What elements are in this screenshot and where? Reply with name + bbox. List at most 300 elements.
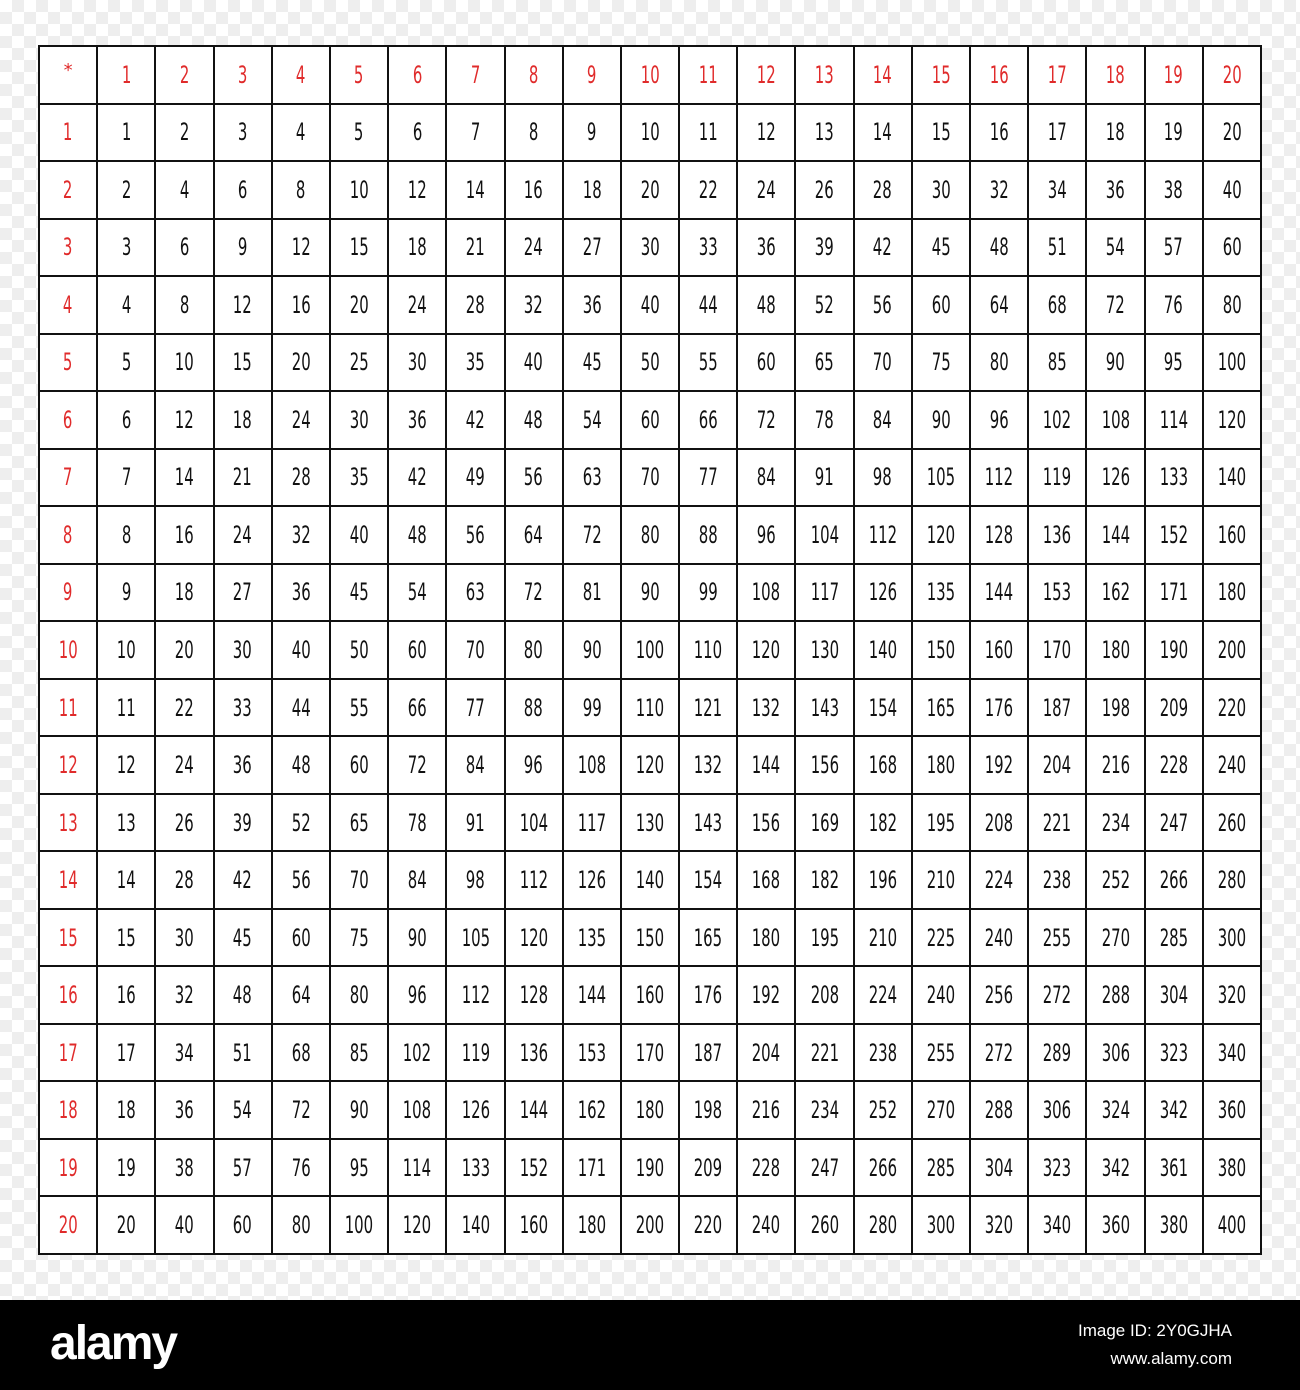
table-cell-text: 120 [752,635,781,664]
table-cell [1087,277,1145,335]
table-cell-text: 306 [1043,1096,1072,1125]
table-cell-text: 119 [1043,463,1072,492]
table-cell [622,565,680,623]
table-cell [156,105,214,163]
table-cell [971,967,1029,1025]
table-cell [389,392,447,450]
table-cell-text: 100 [1217,348,1247,377]
table-cell [564,1082,622,1140]
table-cell [506,737,564,795]
table-cell-text: 289 [1043,1038,1072,1067]
table-cell-text: 247 [810,1153,839,1182]
table-cell-text: 195 [810,923,839,952]
table-cell-text: 34 [1047,175,1067,204]
table-cell-text: 380 [1159,1211,1188,1240]
table-cell [680,1140,738,1198]
table-cell [564,1197,622,1255]
table-cell [738,622,796,680]
table-cell [564,507,622,565]
table-cell [1087,392,1145,450]
column-header-text: 4 [296,60,306,89]
table-cell [971,622,1029,680]
table-cell-text: 21 [233,463,253,492]
table-cell [98,450,156,508]
table-cell [1029,1025,1087,1083]
table-cell [913,220,971,278]
table-cell-text: 156 [752,808,781,837]
table-cell [389,1140,447,1198]
table-cell [680,852,738,910]
table-cell-text: 84 [873,405,893,434]
table-cell [971,507,1029,565]
table-cell-text: 75 [349,923,369,952]
table-cell [389,967,447,1025]
table-cell-text: 170 [635,1038,665,1067]
table-cell-text: 60 [407,635,427,664]
table-cell-text: 182 [810,866,839,895]
table-cell-text: 120 [519,923,548,952]
table-cell [1029,680,1087,738]
table-cell-text: 38 [174,1153,194,1182]
table-cell [389,1025,447,1083]
table-cell [215,220,273,278]
row-header [40,1025,98,1083]
table-cell-text: 95 [349,1153,369,1182]
table-cell-text: 56 [465,520,485,549]
table-cell-text: 16 [989,118,1009,147]
table-cell-text: 28 [291,463,311,492]
brand-logo[interactable]: alamy [50,1317,177,1370]
table-cell [156,1025,214,1083]
table-cell-text: 190 [635,1153,665,1182]
table-cell-text: 39 [233,808,253,837]
table-cell-text: 196 [868,866,897,895]
table-cell-text: 40 [349,520,369,549]
table-cell [447,220,505,278]
table-cell [98,1082,156,1140]
table-cell [215,910,273,968]
table-cell [1146,220,1204,278]
table-cell [506,795,564,853]
table-cell-text: 80 [291,1211,311,1240]
table-cell-text: 12 [756,118,776,147]
table-cell-text: 234 [810,1096,839,1125]
table-cell [156,507,214,565]
table-cell [331,737,389,795]
table-cell [98,507,156,565]
table-cell-text: 130 [810,635,839,664]
table-cell-text: 16 [116,981,136,1010]
table-cell [1204,450,1262,508]
table-cell [971,277,1029,335]
table-cell-text: 55 [349,693,369,722]
table-cell [564,737,622,795]
table-cell [1146,852,1204,910]
table-cell [98,105,156,163]
table-cell-text: 60 [349,751,369,780]
table-cell [156,680,214,738]
table-cell-text: 20 [640,175,660,204]
table-cell [564,335,622,393]
table-cell [1146,1140,1204,1198]
table-cell-text: 240 [752,1211,781,1240]
table-cell [796,967,854,1025]
table-cell-text: 255 [926,1038,956,1067]
table-cell-text: 165 [693,923,723,952]
table-cell-text: 8 [179,290,190,319]
table-cell [738,852,796,910]
table-cell [913,507,971,565]
table-cell-text: 144 [752,751,781,780]
table-cell-text: 24 [291,405,311,434]
table-cell-text: 99 [698,578,718,607]
table-cell-text: 81 [582,578,602,607]
table-cell-text: 22 [174,693,194,722]
table-cell [971,1025,1029,1083]
table-cell [971,1082,1029,1140]
column-header-text: 17 [1047,60,1067,89]
table-cell-text: 154 [868,693,897,722]
table-cell-text: 11 [116,693,136,722]
column-header-text: 8 [528,60,539,89]
row-header [40,335,98,393]
table-cell-text: 28 [873,175,893,204]
table-cell [389,335,447,393]
table-cell [273,335,331,393]
table-cell-text: 180 [1101,635,1130,664]
table-cell-text: 117 [810,578,839,607]
table-cell [1087,220,1145,278]
table-cell-text: 38 [1164,175,1184,204]
column-header [215,47,273,105]
table-cell-text: 340 [1043,1211,1072,1240]
table-cell [506,1140,564,1198]
table-cell-text: 119 [461,1038,490,1067]
table-cell [389,565,447,623]
table-cell-text: 84 [756,463,776,492]
row-header-text: 14 [58,866,78,895]
table-cell-text: 36 [174,1096,194,1125]
column-header-text: 20 [1222,60,1242,89]
table-cell [273,277,331,335]
table-cell [389,852,447,910]
table-cell-text: 2 [179,118,190,147]
row-header-text: 2 [63,175,73,204]
table-cell [1146,565,1204,623]
table-cell-text: 45 [931,233,951,262]
table-cell [796,507,854,565]
table-cell [156,967,214,1025]
table-cell-text: 252 [1101,866,1130,895]
table-cell [1204,105,1262,163]
table-cell [738,220,796,278]
table-cell [506,1197,564,1255]
table-cell [331,1140,389,1198]
table-cell-text: 140 [868,635,897,664]
table-cell-text: 52 [291,808,311,837]
column-header [855,47,913,105]
table-cell-text: 68 [291,1038,311,1067]
table-cell [156,277,214,335]
table-cell-text: 19 [116,1153,136,1182]
table-cell [622,967,680,1025]
table-cell-text: 195 [926,808,956,837]
table-cell [156,1197,214,1255]
table-cell-text: 5 [121,348,132,377]
table-cell-text: 108 [577,751,606,780]
table-cell-text: 210 [926,866,956,895]
table-cell [1029,910,1087,968]
row-header-text: 3 [63,233,73,262]
table-cell-text: 260 [810,1211,839,1240]
table-cell-text: 4 [179,175,190,204]
table-cell [622,795,680,853]
footer-bar [0,1300,1300,1390]
table-cell-text: 121 [693,693,723,722]
table-cell [389,680,447,738]
table-cell-text: 240 [984,923,1014,952]
table-cell-text: 27 [582,233,602,262]
table-cell [1029,852,1087,910]
table-cell [971,335,1029,393]
table-cell [738,105,796,163]
table-cell-text: 144 [984,578,1014,607]
table-cell-text: 180 [926,751,956,780]
table-cell-text: 70 [873,348,893,377]
table-cell-text: 30 [174,923,194,952]
table-cell-text: 60 [1222,233,1242,262]
table-cell [855,1025,913,1083]
table-cell [389,622,447,680]
table-cell-text: 220 [1217,693,1247,722]
row-header-text: 4 [63,290,73,319]
table-cell [331,852,389,910]
table-cell-text: 44 [698,290,718,319]
table-cell [1087,565,1145,623]
site-url[interactable]: www.alamy.com [1110,1349,1232,1368]
table-cell-text: 15 [931,118,951,147]
table-cell-text: 96 [989,405,1009,434]
table-cell [1146,622,1204,680]
table-cell-text: 27 [233,578,253,607]
table-cell-text: 12 [233,290,253,319]
row-header-text: 11 [58,693,78,722]
table-cell-text: 1 [121,118,132,147]
table-cell [98,622,156,680]
table-cell [738,910,796,968]
table-cell-text: 63 [582,463,602,492]
column-header-text: 5 [354,60,364,89]
table-cell [855,1082,913,1140]
table-cell [506,1082,564,1140]
table-cell [564,220,622,278]
table-cell-text: 180 [1217,578,1247,607]
table-cell [506,450,564,508]
table-cell [796,1197,854,1255]
table-cell-text: 162 [1101,578,1130,607]
table-cell [913,967,971,1025]
table-cell [156,392,214,450]
table-cell-text: 210 [868,923,897,952]
table-cell-text: 16 [291,290,311,319]
table-cell [447,1025,505,1083]
table-cell [1029,162,1087,220]
table-cell [1087,450,1145,508]
table-cell [564,565,622,623]
table-cell [855,507,913,565]
table-cell-text: 360 [1101,1211,1130,1240]
table-cell-text: 20 [174,635,194,664]
column-header [564,47,622,105]
table-cell [1029,967,1087,1025]
table-cell [273,392,331,450]
table-cell-text: 64 [989,290,1009,319]
table-cell-text: 220 [693,1211,723,1240]
table-cell-text: 132 [752,693,781,722]
table-cell-text: 36 [407,405,427,434]
table-cell [1204,162,1262,220]
table-cell-text: 51 [233,1038,253,1067]
table-cell [98,335,156,393]
table-cell-text: 102 [1043,405,1072,434]
table-cell-text: 88 [524,693,544,722]
table-cell [738,967,796,1025]
table-cell [971,392,1029,450]
table-cell-text: 361 [1159,1153,1188,1182]
table-cell [913,450,971,508]
table-cell-text: 24 [756,175,776,204]
table-cell [447,852,505,910]
table-cell-text: 108 [752,578,781,607]
table-cell [622,335,680,393]
table-cell-text: 280 [868,1211,897,1240]
table-cell-text: 64 [291,981,311,1010]
table-cell-text: 80 [524,635,544,664]
table-cell [622,910,680,968]
table-cell [855,910,913,968]
table-cell-text: 90 [407,923,427,952]
table-cell-text: 200 [1217,635,1247,664]
table-cell [273,105,331,163]
table-cell-text: 153 [577,1038,606,1067]
table-cell-text: 40 [524,348,544,377]
table-cell-text: 5 [354,118,364,147]
table-cell [680,1082,738,1140]
table-cell-text: 80 [349,981,369,1010]
table-cell-text: 324 [1101,1096,1130,1125]
table-cell-text: 20 [291,348,311,377]
table-cell [1204,277,1262,335]
table-cell-text: 10 [640,118,660,147]
table-cell [796,450,854,508]
table-cell [506,1025,564,1083]
table-cell [1146,277,1204,335]
table-cell [1146,1197,1204,1255]
table-cell-text: 40 [291,635,311,664]
row-header [40,450,98,508]
table-cell-text: 135 [577,923,606,952]
corner-symbol [40,47,98,105]
table-cell [215,162,273,220]
table-cell [796,910,854,968]
table-cell-text: 238 [868,1038,897,1067]
table-cell-text: 16 [524,175,544,204]
table-cell-text: 187 [1043,693,1072,722]
table-cell-text: 57 [233,1153,253,1182]
table-cell-text: 2 [121,175,132,204]
table-cell-text: 342 [1159,1096,1188,1125]
column-header-text: 10 [640,60,660,89]
table-cell-text: 72 [291,1096,311,1125]
table-cell [680,795,738,853]
table-cell-text: 216 [1101,751,1130,780]
table-cell [1146,105,1204,163]
table-cell [913,852,971,910]
table-cell-text: 240 [926,981,956,1010]
table-cell-text: 24 [233,520,253,549]
table-cell [215,737,273,795]
table-cell-text: 54 [407,578,427,607]
table-cell [447,392,505,450]
table-cell [1029,1140,1087,1198]
table-cell [564,392,622,450]
table-cell [1029,450,1087,508]
table-cell [447,105,505,163]
table-cell-text: 72 [582,520,602,549]
table-cell-text: 112 [461,981,490,1010]
table-cell [1087,622,1145,680]
table-cell [1204,565,1262,623]
table-cell-text: 114 [403,1153,432,1182]
table-cell-text: 221 [810,1038,839,1067]
column-header-text: 6 [412,60,422,89]
table-cell [564,1140,622,1198]
table-cell [680,450,738,508]
table-cell-text: 84 [465,751,485,780]
table-cell-text: 152 [1159,520,1188,549]
table-cell [738,1140,796,1198]
table-cell [215,622,273,680]
table-cell [447,450,505,508]
table-cell-text: 323 [1159,1038,1188,1067]
table-cell [1087,1140,1145,1198]
table-cell-text: 72 [1106,290,1125,319]
table-cell-text: 272 [1043,981,1072,1010]
table-cell-text: 304 [1159,981,1188,1010]
table-cell [738,277,796,335]
table-cell-text: 33 [698,233,718,262]
row-header-text: 1 [63,118,73,147]
table-cell [273,795,331,853]
table-cell-text: 228 [752,1153,781,1182]
table-cell-text: 126 [868,578,897,607]
table-cell [331,220,389,278]
table-cell [389,795,447,853]
table-cell-text: 140 [461,1211,490,1240]
row-header [40,852,98,910]
table-cell-text: 96 [407,981,427,1010]
table-cell-text: 78 [407,808,427,837]
table-cell-text: 144 [519,1096,548,1125]
table-cell-text: 84 [407,866,427,895]
table-cell-text: 54 [582,405,602,434]
row-header [40,105,98,163]
table-cell [855,967,913,1025]
table-cell-text: 238 [1043,866,1072,895]
table-cell [389,737,447,795]
table-cell [447,507,505,565]
table-cell [971,105,1029,163]
